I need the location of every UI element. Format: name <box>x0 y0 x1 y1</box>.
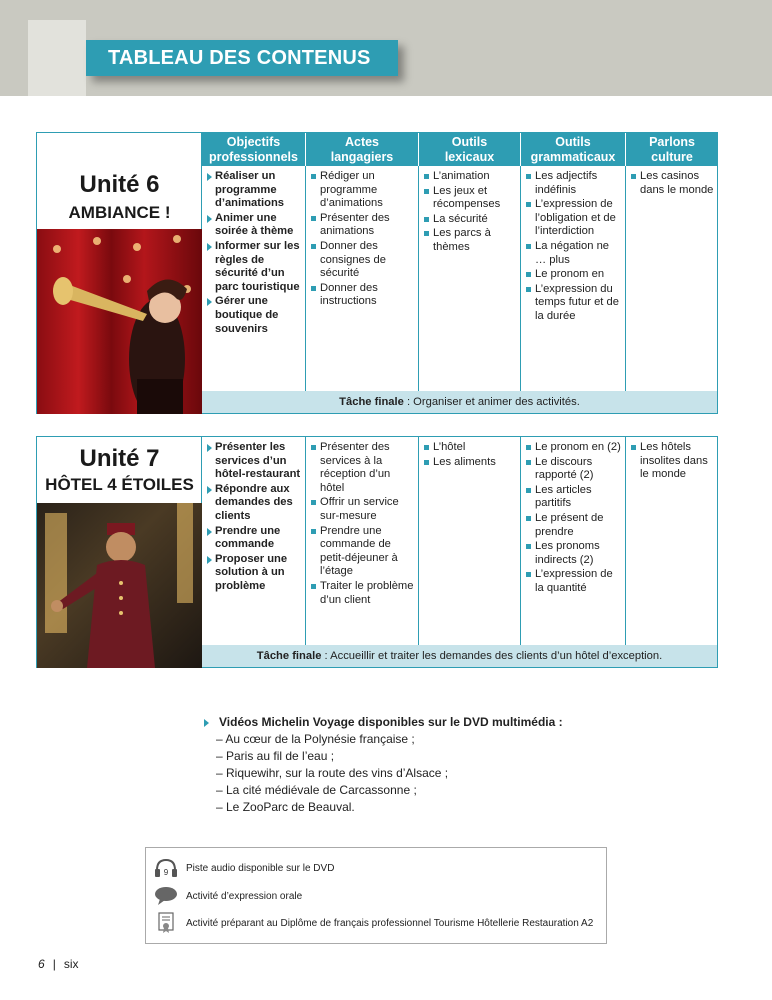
square-bullet-icon <box>526 287 531 292</box>
square-bullet-icon <box>526 572 531 577</box>
triangle-bullet-icon <box>207 486 212 494</box>
video-item: – Paris au fil de l’eau ; <box>216 749 335 763</box>
col-header-line: langagiers <box>330 150 394 164</box>
item-text: Offrir un service sur-mesure <box>320 496 399 522</box>
item-text: La négation ne … plus <box>535 239 610 266</box>
item-text: L’hôtel <box>433 441 466 453</box>
title-bar <box>86 40 398 76</box>
bellboy-photo <box>37 503 202 668</box>
item-text: L’expression de la quantité <box>535 568 613 594</box>
page-footer <box>38 957 78 971</box>
video-item: – Au cœur de la Polynésie française ; <box>216 732 415 746</box>
item-text: Prendre une commande de petit-déjeuner à l’étage <box>320 524 398 578</box>
triangle-bullet-icon <box>207 173 212 181</box>
video-item: – La cité médiévale de Carcassonne ; <box>216 783 417 797</box>
videos-heading-text: Vidéos Michelin Voyage disponibles sur le DVD multimédia : <box>219 715 563 729</box>
list-item <box>526 540 621 567</box>
legend-audio-text: Piste audio disponible sur le DVD <box>186 862 335 874</box>
trumpet-player-photo <box>37 229 202 414</box>
square-bullet-icon <box>311 244 316 249</box>
item-text: Proposer une solution à un problème <box>215 552 288 592</box>
list-item <box>311 212 414 239</box>
item-text: Le pronom en (2) <box>535 441 621 453</box>
item-text: Traiter le problème d’un client <box>320 579 414 606</box>
item-text: Le présent de prendre <box>535 511 604 538</box>
col-header-line: Actes <box>344 135 380 149</box>
unit-6-actes <box>306 166 419 391</box>
square-bullet-icon <box>424 189 429 194</box>
col-header-lexicaux <box>419 133 521 166</box>
col-header-line: Parlons <box>649 135 695 149</box>
tache-label: Tâche finale <box>256 650 322 662</box>
square-bullet-icon <box>526 488 531 493</box>
item-text: Présenter des animations <box>320 211 390 238</box>
col-header-line: culture <box>651 150 693 164</box>
list-item <box>631 441 714 482</box>
square-bullet-icon <box>424 460 429 465</box>
list-item <box>526 268 621 282</box>
square-bullet-icon <box>526 445 531 450</box>
unit-6-label-cell <box>37 133 202 413</box>
unit-7-number: Unité 7 <box>79 445 160 472</box>
list-item <box>311 282 414 309</box>
list-item <box>311 240 414 281</box>
legend-diplome-text: Activité préparant au Diplôme de français professionnel Tourisme Hôtellerie Restauration A2 <box>186 917 594 929</box>
list-item <box>311 525 414 579</box>
square-bullet-icon <box>526 244 531 249</box>
list-item <box>526 283 621 324</box>
list-item <box>207 525 301 552</box>
square-bullet-icon <box>424 231 429 236</box>
list-item <box>526 568 621 595</box>
square-bullet-icon <box>311 174 316 179</box>
unit-7-tache-finale <box>202 645 717 667</box>
item-text: Les articles partitifs <box>535 483 592 510</box>
triangle-bullet-icon <box>207 528 212 536</box>
unit-7-culture <box>626 437 718 645</box>
item-text: Les jeux et récompenses <box>433 184 501 211</box>
tache-text: : Accueillir et traiter les demandes des clients d’un hôtel d’exception. <box>321 650 663 662</box>
tache-label: Tâche finale <box>339 396 404 408</box>
videos-section <box>204 714 563 816</box>
list-item <box>526 170 621 197</box>
item-text: Répondre aux demandes des clients <box>215 482 293 522</box>
col-header-grammaticaux <box>521 133 626 166</box>
item-text: Le discours rapporté (2) <box>535 455 594 482</box>
square-bullet-icon <box>311 529 316 534</box>
page-number: 6 <box>38 957 45 971</box>
list-item <box>207 295 301 336</box>
unit-7-objectifs <box>202 437 306 645</box>
page-title: TABLEAU DES CONTENUS <box>108 47 371 69</box>
list-item <box>207 483 301 524</box>
square-bullet-icon <box>311 500 316 505</box>
triangle-bullet-icon <box>207 444 212 452</box>
square-bullet-icon <box>311 286 316 291</box>
tache-text: : Organiser et animer des activités. <box>403 396 580 408</box>
list-item <box>311 580 414 607</box>
unit-7-subtitle: HÔTEL 4 ÉTOILES <box>45 475 194 494</box>
item-text: Animer une soirée à thème <box>215 211 294 238</box>
item-text: Le pronom en <box>535 268 605 281</box>
unit-6-objectifs <box>202 166 306 391</box>
col-header-actes <box>306 133 419 166</box>
square-bullet-icon <box>424 217 429 222</box>
triangle-bullet-icon <box>207 556 212 564</box>
video-item: – Riquewihr, sur la route des vins d’Alsace ; <box>216 766 449 780</box>
list-item <box>424 227 516 254</box>
square-bullet-icon <box>526 174 531 179</box>
list-item <box>207 553 301 594</box>
item-text: Les casinos dans le monde <box>640 170 714 196</box>
list-item <box>526 484 621 511</box>
item-text: Informer sur les règles de sécurité d’un parc touristique <box>215 239 300 293</box>
list-item <box>526 456 621 483</box>
list-item <box>207 441 301 482</box>
square-bullet-icon <box>526 202 531 207</box>
list-item <box>424 441 516 455</box>
unit-6-table <box>36 132 718 414</box>
col-header-culture <box>626 133 718 166</box>
triangle-bullet-icon <box>207 243 212 251</box>
item-text: L’animation <box>433 170 490 182</box>
unit-7-lexicaux <box>419 437 521 645</box>
item-text: L’expression du temps futur et de la durée <box>535 282 619 322</box>
legend-diplome <box>154 912 593 934</box>
list-item <box>424 456 516 470</box>
square-bullet-icon <box>526 460 531 465</box>
list-item <box>526 198 621 239</box>
item-text: Réaliser un programme d’animations <box>215 170 284 210</box>
list-item <box>526 240 621 267</box>
list-item <box>207 170 301 211</box>
square-bullet-icon <box>311 445 316 450</box>
triangle-bullet-icon <box>207 215 212 223</box>
unit-7-label-cell <box>37 437 202 667</box>
unit-6-subtitle: AMBIANCE ! <box>68 203 171 222</box>
footer-separator: | <box>52 957 56 971</box>
col-header-line: Objectifs <box>226 135 281 149</box>
square-bullet-icon <box>526 544 531 549</box>
col-header-line: lexicaux <box>444 150 495 164</box>
square-bullet-icon <box>424 174 429 179</box>
unit-7-actes <box>306 437 419 645</box>
triangle-bullet-icon <box>204 719 209 727</box>
list-item <box>311 441 414 495</box>
speech-bubble-icon <box>154 886 178 906</box>
list-item <box>424 170 516 184</box>
unit-7-table <box>36 436 718 668</box>
unit-6-tache-finale <box>202 391 717 413</box>
col-header-line: Outils <box>555 135 591 149</box>
unit-7-grammaticaux <box>521 437 626 645</box>
item-text: Les adjectifs indéfinis <box>535 170 598 196</box>
item-text: Présenter les services d’un hôtel-restaurant <box>215 441 301 481</box>
unit-6-number: Unité 6 <box>79 171 160 198</box>
list-item <box>207 240 301 294</box>
square-bullet-icon <box>424 445 429 450</box>
unit-6-grammaticaux <box>521 166 626 391</box>
videos-heading <box>204 714 563 731</box>
audio-track-number: 9 <box>163 868 169 877</box>
diploma-certificate-icon <box>154 912 178 934</box>
headphones-icon <box>154 858 178 878</box>
item-text: Les pronoms indirects (2) <box>535 540 600 566</box>
col-header-line: grammaticaux <box>530 150 616 164</box>
page-word: six <box>63 957 79 971</box>
item-text: Donner des instructions <box>320 281 378 308</box>
legend-oral-text: Activité d’expression orale <box>186 890 303 902</box>
item-text: Prendre une commande <box>215 524 281 551</box>
list-item <box>207 212 301 239</box>
col-header-line: professionnels <box>209 150 298 164</box>
square-bullet-icon <box>311 584 316 589</box>
item-text: Les parcs à thèmes <box>433 227 491 253</box>
legend-box <box>145 847 607 944</box>
legend-audio <box>154 858 334 878</box>
square-bullet-icon <box>526 272 531 277</box>
col-header-objectifs <box>202 133 306 166</box>
list-item <box>311 496 414 523</box>
square-bullet-icon <box>631 445 636 450</box>
video-item: – Le ZooParc de Beauval. <box>216 800 355 814</box>
list-item <box>526 512 621 539</box>
item-text: Présenter des services à la réception d’un hôtel <box>320 441 391 494</box>
item-text: Les aliments <box>433 455 496 468</box>
item-text: La sécurité <box>433 212 488 225</box>
item-text: Donner des consignes de sécurité <box>320 239 386 280</box>
list-item <box>311 170 414 211</box>
list-item <box>424 185 516 212</box>
unit-6-culture <box>626 166 718 391</box>
item-text: Les hôtels insolites dans le monde <box>640 441 708 481</box>
unit-6-lexicaux <box>419 166 521 391</box>
triangle-bullet-icon <box>207 298 212 306</box>
legend-oral <box>154 886 302 906</box>
list-item <box>526 441 621 455</box>
item-text: L’expression de l’obligation et de l’interdiction <box>535 198 616 238</box>
col-header-line: Outils <box>451 135 488 149</box>
header-tab <box>28 20 86 96</box>
square-bullet-icon <box>631 174 636 179</box>
square-bullet-icon <box>526 516 531 521</box>
list-item <box>424 213 516 227</box>
item-text: Rédiger un programme d’animations <box>320 170 383 210</box>
square-bullet-icon <box>311 216 316 221</box>
list-item <box>631 170 714 197</box>
item-text: Gérer une boutique de souvenirs <box>215 295 279 335</box>
